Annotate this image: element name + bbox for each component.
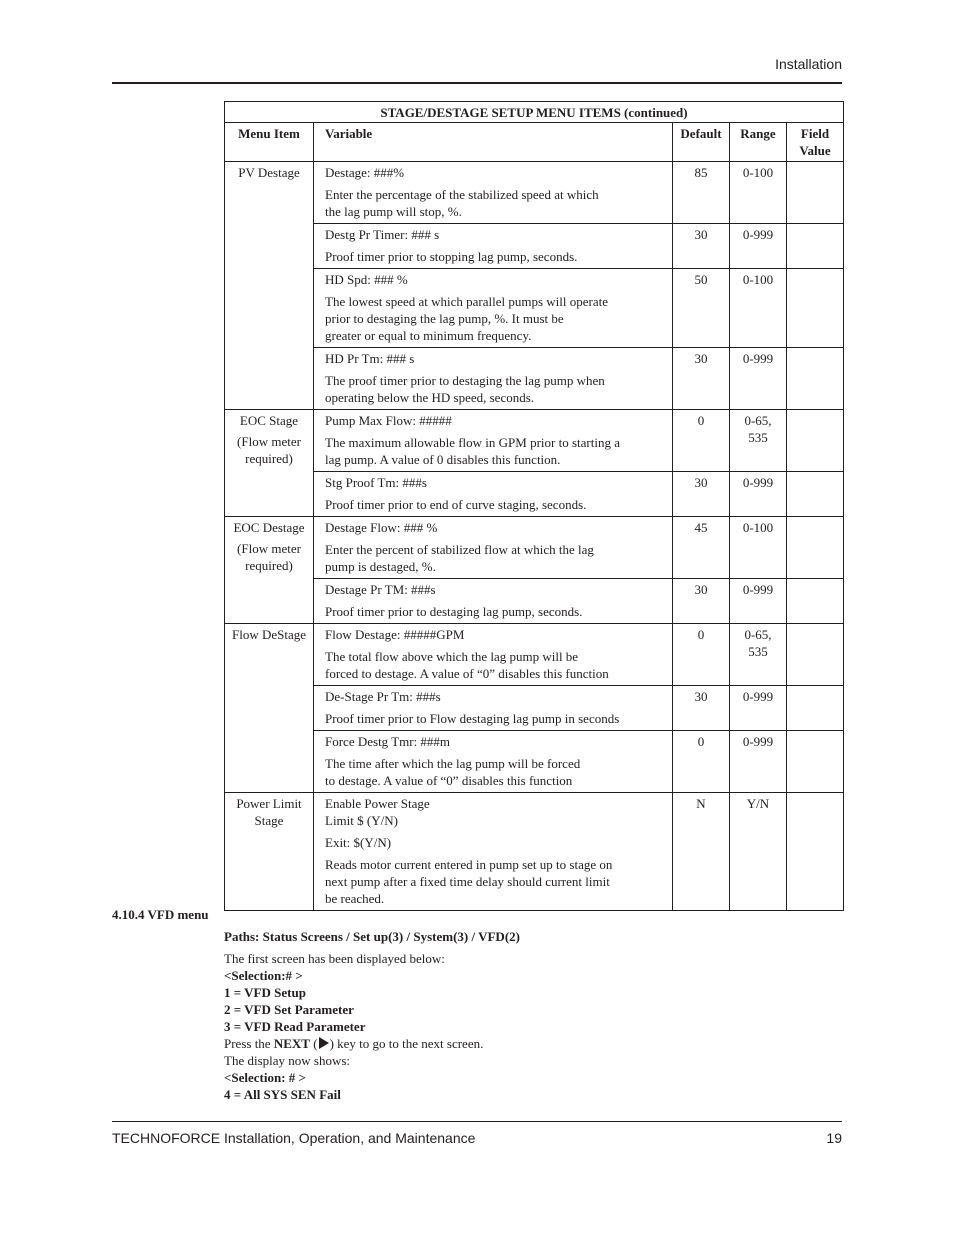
menu-item-cell xyxy=(225,624,314,793)
field-value-cell xyxy=(787,686,844,731)
default-cell: N xyxy=(673,793,730,911)
field-value-cell xyxy=(787,517,844,579)
table-row xyxy=(225,624,844,686)
range-line: 535 xyxy=(748,644,768,659)
page-footer xyxy=(112,1121,842,1146)
column-header-range: Range xyxy=(730,123,787,162)
menu-item-name-line: Stage xyxy=(254,813,284,828)
variable-cell xyxy=(314,472,673,517)
description-line: Enter the percentage of the stabilized speed at which xyxy=(325,187,599,202)
description-line: forced to destage. A value of “0” disables this function xyxy=(325,666,609,681)
variable-cell xyxy=(314,410,673,472)
default-cell: 30 xyxy=(673,472,730,517)
description-line: The lowest speed at which parallel pumps will operate xyxy=(325,294,609,309)
description-line: Enter the percent of stabilized flow at which the lag xyxy=(325,542,594,557)
header-rule xyxy=(112,82,842,84)
variable-name-line: Destage Pr TM: ###s xyxy=(325,582,436,597)
range-cell xyxy=(730,472,787,517)
variable-description xyxy=(325,755,664,789)
menu-item-cell xyxy=(225,793,314,911)
field-value-cell xyxy=(787,224,844,269)
next-key-instruction xyxy=(224,1035,842,1052)
variable-cell xyxy=(314,517,673,579)
table-header-row xyxy=(225,123,844,162)
description-line: lag pump. A value of 0 disables this function. xyxy=(325,452,561,467)
description-line: the lag pump will stop, %. xyxy=(325,204,462,219)
variable-name xyxy=(325,474,664,491)
description-line: prior to destaging the lag pump, %. It must be xyxy=(325,311,564,326)
range-cell xyxy=(730,731,787,793)
table-row xyxy=(225,472,844,517)
variable-name-line: Force Destg Tmr: ###m xyxy=(325,734,451,749)
field-value-cell xyxy=(787,624,844,686)
menu-item-note-line: (Flow meter xyxy=(237,434,301,449)
description-line: The time after which the lag pump will be forced xyxy=(325,756,581,771)
default-cell: 0 xyxy=(673,410,730,472)
range-cell xyxy=(730,579,787,624)
range-cell xyxy=(730,624,787,686)
variable-name-line: Limit $ (Y/N) xyxy=(325,813,398,828)
table-row xyxy=(225,269,844,348)
press-after-text: ) key to go to the next screen. xyxy=(329,1036,484,1051)
description-line: The proof timer prior to destaging the lag pump when xyxy=(325,373,605,388)
variable-name-line: De-Stage Pr Tm: ###s xyxy=(325,689,441,704)
field-value-cell xyxy=(787,348,844,410)
variable-description xyxy=(325,293,664,344)
variable-description xyxy=(325,710,664,727)
column-header-variable: Variable xyxy=(314,123,673,162)
menu-item-note xyxy=(229,433,309,467)
range-line: 0-65, xyxy=(744,413,772,428)
table-caption: STAGE/DESTAGE SETUP MENU ITEMS (continued) xyxy=(225,102,844,123)
variable-description xyxy=(325,248,664,265)
variable-name-line: Destage: ###% xyxy=(325,165,405,180)
default-cell: 30 xyxy=(673,348,730,410)
variable-cell xyxy=(314,686,673,731)
variable-name-line: Destage Flow: ### % xyxy=(325,520,438,535)
description-line: Proof timer prior to destaging lag pump, seconds. xyxy=(325,604,583,619)
table-row xyxy=(225,410,844,472)
variable-name-line: Pump Max Flow: ##### xyxy=(325,413,452,428)
default-cell: 85 xyxy=(673,162,730,224)
table-row xyxy=(225,731,844,793)
default-cell: 30 xyxy=(673,224,730,269)
default-cell: 0 xyxy=(673,731,730,793)
variable-name xyxy=(325,350,664,367)
variable-name xyxy=(325,581,664,598)
display-shows-text: The display now shows: xyxy=(224,1053,351,1068)
variable-name xyxy=(325,519,664,536)
field-value-cell xyxy=(787,472,844,517)
footer-title: TECHNOFORCE Installation, Operation, and Maintenance xyxy=(112,1130,476,1146)
variable-name xyxy=(325,626,664,643)
table-row xyxy=(225,686,844,731)
variable-name xyxy=(325,226,664,243)
default-cell: 50 xyxy=(673,269,730,348)
column-header-field-value xyxy=(787,123,844,162)
variable-description xyxy=(325,603,664,620)
vfd-menu-section xyxy=(112,906,842,1103)
variable-description xyxy=(325,186,664,220)
menu-item-note-line: (Flow meter xyxy=(237,541,301,556)
variable-cell xyxy=(314,224,673,269)
menu-item-cell xyxy=(225,162,314,410)
menu-item-name: PV Destage xyxy=(238,165,300,180)
default-cell: 45 xyxy=(673,517,730,579)
option-vfd-setup: 1 = VFD Setup xyxy=(224,985,306,1000)
paren-open: ( xyxy=(309,1036,318,1051)
menu-item-name xyxy=(229,795,309,829)
footer-rule xyxy=(112,1121,842,1122)
variable-name-line: HD Pr Tm: ### s xyxy=(325,351,415,366)
description-line: be reached. xyxy=(325,891,385,906)
variable-description xyxy=(325,496,664,513)
range-line: 0-100 xyxy=(742,165,774,180)
stage-destage-setup-table xyxy=(224,101,844,911)
range-cell xyxy=(730,162,787,224)
page-number: 19 xyxy=(826,1130,842,1146)
description-line: to destage. A value of “0” disables this function xyxy=(325,773,573,788)
table-row xyxy=(225,579,844,624)
next-key-label: NEXT xyxy=(273,1036,310,1051)
range-line: 0-999 xyxy=(742,227,774,242)
variable-name-line: Stg Proof Tm: ###s xyxy=(325,475,427,490)
range-cell xyxy=(730,686,787,731)
field-value-cell xyxy=(787,269,844,348)
variable-name-line: HD Spd: ### % xyxy=(325,272,408,287)
description-line: greater or equal to minimum frequency. xyxy=(325,328,532,343)
variable-description xyxy=(325,372,664,406)
variable-name xyxy=(325,795,664,829)
description-line: Proof timer prior to end of curve staging, seconds. xyxy=(325,497,587,512)
running-header: Installation xyxy=(775,56,842,72)
selection-prompt-2: <Selection: # > xyxy=(224,1070,306,1085)
range-cell xyxy=(730,793,787,911)
menu-item-name: EOC Destage xyxy=(233,520,305,535)
table-row xyxy=(225,162,844,224)
menu-item-name-line: Power Limit xyxy=(236,796,302,811)
variable-cell xyxy=(314,269,673,348)
variable-name xyxy=(325,688,664,705)
field-value-cell xyxy=(787,731,844,793)
default-cell: 0 xyxy=(673,624,730,686)
field-value-cell xyxy=(787,410,844,472)
menu-item-cell xyxy=(225,517,314,624)
table-row xyxy=(225,348,844,410)
selection-prompt-1: <Selection:# > xyxy=(224,968,303,983)
variable-description xyxy=(325,434,664,468)
option-vfd-read-parameter: 3 = VFD Read Parameter xyxy=(224,1019,366,1034)
variable-description xyxy=(325,856,664,907)
menu-item-cell xyxy=(225,410,314,517)
play-icon xyxy=(318,1037,330,1049)
range-line: 0-999 xyxy=(742,734,774,749)
table-caption-row xyxy=(225,102,844,123)
variable-name-line: Destg Pr Timer: ### s xyxy=(325,227,440,242)
default-cell: 30 xyxy=(673,686,730,731)
menu-item-note-line: required) xyxy=(245,558,293,573)
vfd-menu-body xyxy=(224,928,842,1103)
table-row xyxy=(225,793,844,911)
menu-item-name: EOC Stage xyxy=(239,413,299,428)
section-heading: 4.10.4 VFD menu xyxy=(112,907,209,922)
description-line: pump is destaged, %. xyxy=(325,559,436,574)
variable-cell xyxy=(314,793,673,911)
column-header-default: Default xyxy=(673,123,730,162)
description-line: operating below the HD speed, seconds. xyxy=(325,390,535,405)
range-cell xyxy=(730,224,787,269)
page-header xyxy=(112,56,842,72)
table-row xyxy=(225,224,844,269)
variable-cell xyxy=(314,731,673,793)
variable-name xyxy=(325,733,664,750)
column-header-menu-item: Menu Item xyxy=(225,123,314,162)
range-cell xyxy=(730,410,787,472)
description-line: The maximum allowable flow in GPM prior to starting a xyxy=(325,435,620,450)
variable-name xyxy=(325,412,664,429)
range-line: 535 xyxy=(748,430,768,445)
field-value-cell xyxy=(787,162,844,224)
description-line: Proof timer prior to Flow destaging lag pump in seconds xyxy=(325,711,620,726)
menu-item-note xyxy=(229,540,309,574)
press-text: Press the xyxy=(224,1036,274,1051)
field-value-cell xyxy=(787,579,844,624)
variable-cell xyxy=(314,162,673,224)
variable-description xyxy=(325,541,664,575)
range-line: 0-999 xyxy=(742,582,774,597)
range-line: Y/N xyxy=(746,796,770,811)
variable-name xyxy=(325,271,664,288)
variable-exit: Exit: $(Y/N) xyxy=(325,835,392,850)
intro-text: The first screen has been displayed below: xyxy=(224,951,445,966)
description-line: The total flow above which the lag pump will be xyxy=(325,649,579,664)
table-row xyxy=(225,517,844,579)
menu-item-name: Flow DeStage xyxy=(231,627,307,642)
range-cell xyxy=(730,348,787,410)
variable-name-line: Flow Destage: #####GPM xyxy=(325,627,465,642)
menu-paths: Paths: Status Screens / Set up(3) / System(3) / VFD(2) xyxy=(224,929,520,944)
menu-item-note-line: required) xyxy=(245,451,293,466)
range-cell xyxy=(730,517,787,579)
description-line: next pump after a fixed time delay should current limit xyxy=(325,874,610,889)
range-line: 0-999 xyxy=(742,475,774,490)
default-cell: 30 xyxy=(673,579,730,624)
range-line: 0-999 xyxy=(742,351,774,366)
range-line: 0-65, xyxy=(744,627,772,642)
option-all-sys-sen-fail: 4 = All SYS SEN Fail xyxy=(224,1087,341,1102)
description-line: Reads motor current entered in pump set up to stage on xyxy=(325,857,613,872)
variable-cell xyxy=(314,624,673,686)
range-cell xyxy=(730,269,787,348)
variable-name-line: Enable Power Stage xyxy=(325,796,430,811)
field-label: Field xyxy=(800,126,830,141)
range-line: 0-999 xyxy=(742,689,774,704)
option-vfd-set-parameter: 2 = VFD Set Parameter xyxy=(224,1002,354,1017)
variable-cell xyxy=(314,579,673,624)
variable-cell xyxy=(314,348,673,410)
field-value-cell xyxy=(787,793,844,911)
variable-name xyxy=(325,164,664,181)
range-line: 0-100 xyxy=(742,272,774,287)
range-line: 0-100 xyxy=(742,520,774,535)
value-label: Value xyxy=(799,143,831,158)
description-line: Proof timer prior to stopping lag pump, seconds. xyxy=(325,249,578,264)
variable-description xyxy=(325,648,664,682)
